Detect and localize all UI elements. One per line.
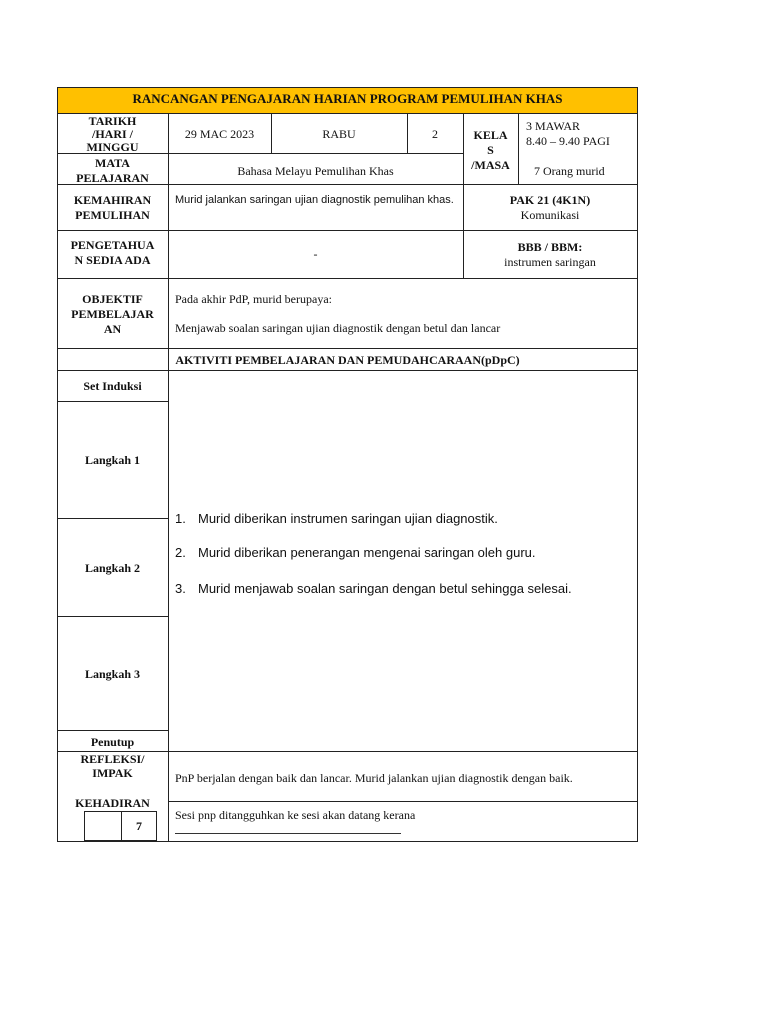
- objektif-intro: Pada akhir PdP, murid berupaya:: [175, 292, 332, 306]
- kehadiran-count: 7: [136, 819, 142, 833]
- date-value: 29 MAC 2023: [184, 127, 255, 141]
- hr-row4: [57, 278, 638, 279]
- subject-value: Bahasa Melayu Pemulihan Khas: [237, 164, 394, 178]
- activity-item-1: Murid diberikan instrumen saringan ujian diagnostik.: [198, 511, 498, 526]
- class-time: 8.40 – 9.40 PAGI: [526, 134, 610, 148]
- sesi-text: Sesi pnp ditangguhkan ke sesi akan datang kerana: [175, 808, 416, 822]
- document-title: RANCANGAN PENGAJARAN HARIAN PROGRAM PEMULIHAN KHAS: [132, 91, 563, 106]
- hr-kehadiran: [168, 801, 638, 802]
- aktiviti-header: AKTIVITI PEMBELAJARAN DAN PEMUDAHCARAAN(pDpC): [175, 353, 520, 367]
- hr-langkah2: [57, 616, 168, 617]
- vr-label-col: [168, 113, 169, 842]
- kehadiran-box-blank: [84, 811, 122, 841]
- refleksi-text: PnP berjalan dengan baik dan lancar. Murid jalankan ujian diagnostik dengan baik.: [175, 771, 573, 785]
- langkah3-label: Langkah 3: [84, 667, 141, 681]
- set-induksi-label: Set Induksi: [83, 379, 142, 393]
- hr-langkah1: [57, 518, 168, 519]
- hr-set-induksi: [57, 401, 168, 402]
- bbb-value: instrumen saringan: [504, 255, 596, 269]
- activity-item-2-number: 2.: [175, 545, 186, 560]
- hr-row3: [57, 230, 638, 231]
- border-top: [57, 87, 638, 88]
- kelas-label: KELA S /MASA: [471, 128, 510, 172]
- lesson-plan-document: [57, 87, 638, 842]
- hr-aktiviti: [57, 370, 638, 371]
- mata-pelajaran-label: MATA PELAJARAN: [76, 156, 149, 185]
- sesi-blank-line: [175, 833, 401, 834]
- penutup-label: Penutup: [90, 735, 135, 749]
- pak-label: PAK 21 (4K1N): [509, 193, 591, 207]
- pak-value: Komunikasi: [520, 208, 580, 222]
- tarikh-label: TARIKH /HARI / MINGGU: [86, 114, 139, 154]
- langkah2-label: Langkah 2: [84, 561, 141, 575]
- activity-item-1-number: 1.: [175, 511, 186, 526]
- student-count: 7 Orang murid: [534, 164, 605, 178]
- bbb-label: BBB / BBM:: [517, 240, 583, 254]
- hr-row5: [57, 348, 638, 349]
- activity-item-3: Murid menjawab soalan saringan dengan betul sehingga selesai.: [198, 581, 572, 596]
- border-bottom: [57, 841, 638, 842]
- kemahiran-label: KEMAHIRAN PEMULIHAN: [73, 193, 152, 222]
- activity-item-2: Murid diberikan penerangan mengenai saringan oleh guru.: [198, 545, 536, 560]
- objektif-label: OBJEKTIF PEMBELAJAR AN: [71, 292, 154, 336]
- kemahiran-text: Murid jalankan saringan ujian diagnostik pemulihan khas.: [175, 194, 454, 206]
- objektif-text: Menjawab soalan saringan ujian diagnostik dengan betul dan lancar: [175, 321, 501, 335]
- class-name: 3 MAWAR: [526, 119, 581, 133]
- kehadiran-label: KEHADIRAN: [75, 796, 150, 810]
- langkah1-label: Langkah 1: [84, 453, 141, 467]
- vr-kelas-col: [518, 113, 519, 185]
- hr-langkah3: [57, 730, 168, 731]
- pengetahuan-label: PENGETAHUA N SEDIA ADA: [70, 238, 155, 267]
- week-value: 2: [432, 127, 438, 141]
- activity-item-3-number: 3.: [175, 581, 186, 596]
- pengetahuan-value: -: [313, 247, 318, 261]
- day-value: RABU: [322, 127, 356, 141]
- border-right: [637, 87, 638, 842]
- hr-title: [57, 113, 638, 114]
- refleksi-label: REFLEKSI/ IMPAK: [80, 752, 145, 780]
